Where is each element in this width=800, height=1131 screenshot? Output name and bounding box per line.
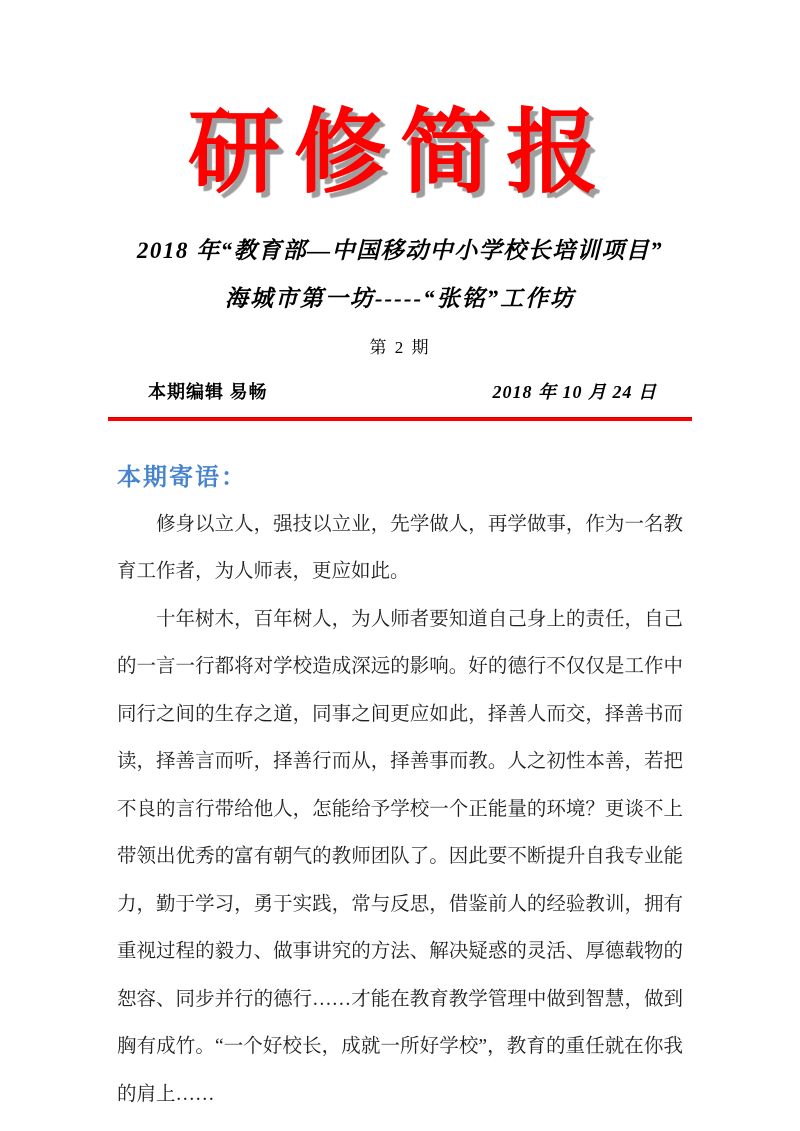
message-paragraph: 修身以立人，强技以立业，先学做人，再学做事，作为一名教育工作者，为人师表，更应如此。 (117, 513, 683, 583)
program-subtitle: 2018 年“教育部—中国移动中小学校长培训项目” (136, 237, 664, 263)
meta-row (0, 378, 800, 404)
bulletin-title: 研修简报 (187, 99, 612, 206)
message-paragraph: 十年树木，百年树人，为人师者要知道自己身上的责任，自己的一言一行都将对学校造成深远的影响。好的德行不仅仅是工作中同行之间的生存之道，同事之间更应如此，择善人而交，择善书而读，择善言而听，择善行而从，择善事而教。人之初性本善，若把不良的言行带给他人，怎能给予学校一个正能量的环境？更谈不上带领出优秀的富有朝气的教师团队了。因此要不断提升自我专业能力，勤于学习，勇于实践，常与反思，借鉴前人的经验教训，拥有重视过程的毅力、做事讲究的方法、解决疑惑的灵活、厚德载物的恕容、同步并行的德行……才能在教育教学管理中做到智慧，做到胸有成竹。“一个好校长，成就一所好学校”，教育的重任就在你我的肩上…… (117, 608, 683, 1105)
workshop-subtitle: 海城市第一坊-----“张铭”工作坊 (224, 285, 576, 311)
bulletin-body (0, 457, 800, 1119)
red-divider (108, 417, 692, 421)
bulletin-header (0, 100, 800, 421)
editor-credit: 本期编辑 易畅 (148, 381, 268, 402)
section-heading-message: 本期寄语： (117, 464, 247, 491)
issue-date: 2018 年 10 月 24 日 (492, 381, 657, 402)
issue-number: 第 2 期 (369, 337, 431, 357)
